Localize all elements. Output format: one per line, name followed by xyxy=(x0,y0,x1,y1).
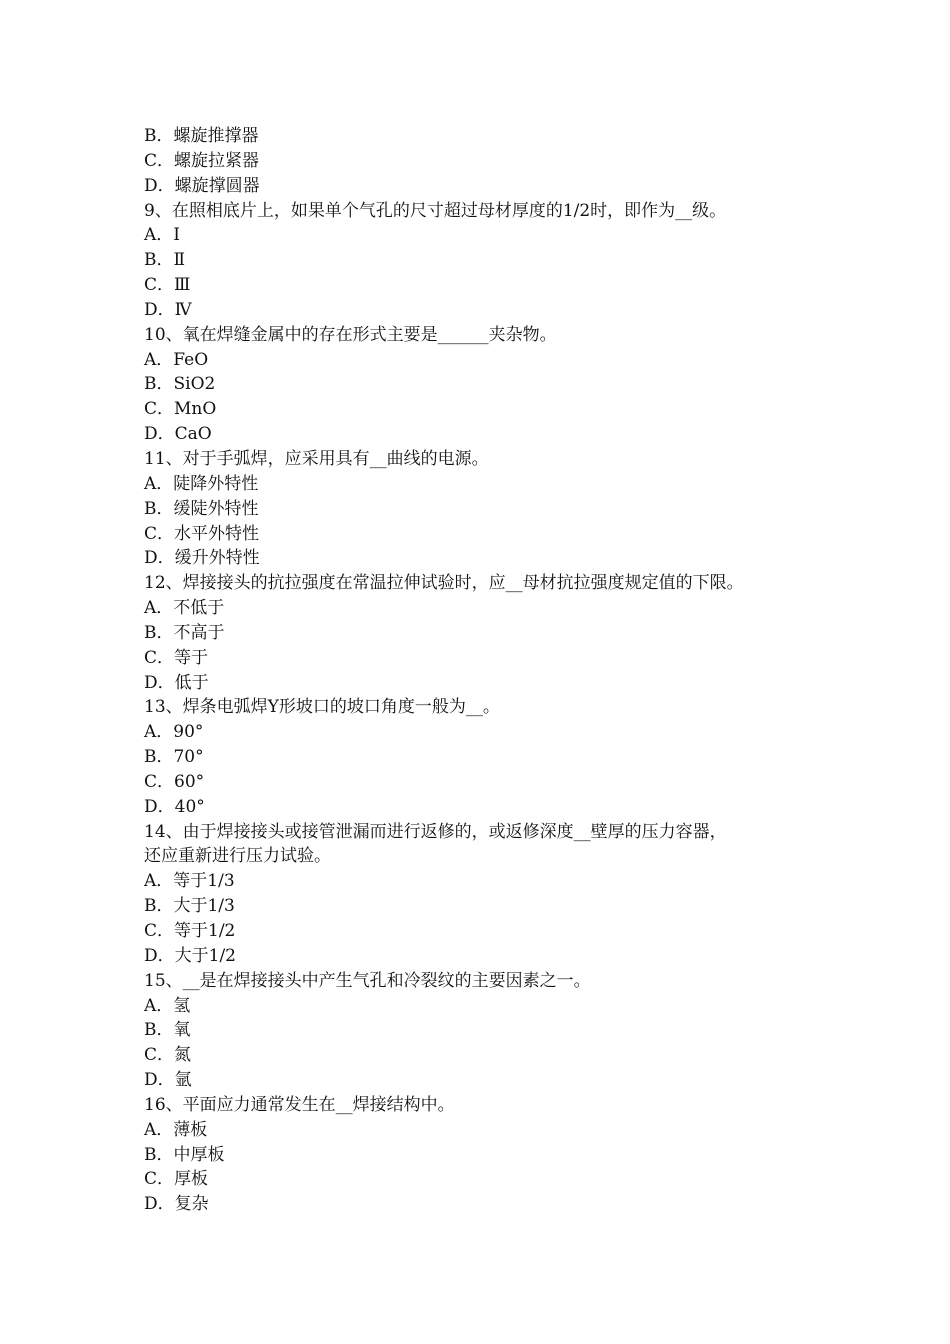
option-line: D．低于 xyxy=(144,672,209,693)
question-text: 11、对于手弧焊，应采用具有__曲线的电源。 xyxy=(144,448,489,469)
question-text: 15、__是在焊接接头中产生气孔和冷裂纹的主要因素之一。 xyxy=(144,970,591,991)
option-line: A．FeO xyxy=(144,349,209,370)
question-text: 13、焊条电弧焊Y形坡口的坡口角度一般为__。 xyxy=(144,697,500,718)
option-line: D．螺旋撑圆器 xyxy=(144,175,260,196)
option-line: C．螺旋拉紧器 xyxy=(144,150,260,171)
question-text: 12、焊接接头的抗拉强度在常温拉伸试验时，应__母材抗拉强度规定值的下限。 xyxy=(144,573,744,594)
option-line: D．复杂 xyxy=(144,1194,209,1215)
question-text-continued: 还应重新进行压力试验。 xyxy=(144,846,331,867)
option-line: D．Ⅳ xyxy=(144,299,192,320)
option-line: C．等于1/2 xyxy=(144,921,236,941)
option-line: C．60° xyxy=(144,771,205,792)
option-line: B．不高于 xyxy=(144,622,225,643)
option-line: A．陡降外特性 xyxy=(144,473,259,494)
option-line: A．等于1/3 xyxy=(144,871,235,892)
option-line: C．Ⅲ xyxy=(144,275,191,296)
question-text: 14、由于焊接接头或接管泄漏而进行返修的，或返修深度__壁厚的压力容器， xyxy=(144,821,727,842)
option-line: B．氧 xyxy=(144,1020,191,1041)
option-line: C．MnO xyxy=(144,399,217,420)
exam-content xyxy=(144,124,824,1217)
option-line: D．CaO xyxy=(144,424,212,445)
option-line: B．SiO2 xyxy=(144,374,216,395)
option-line: B．大于1/3 xyxy=(144,896,235,917)
option-line: A．氢 xyxy=(144,995,191,1016)
option-line: D．40° xyxy=(144,796,205,817)
option-line: C．水平外特性 xyxy=(144,523,260,544)
option-line: A．不低于 xyxy=(144,598,225,619)
option-line: A．90° xyxy=(144,722,204,743)
question-text: 10、氧在焊缝金属中的存在形式主要是______夹杂物。 xyxy=(144,324,557,345)
option-line: B．70° xyxy=(144,747,204,768)
option-line: B．中厚板 xyxy=(144,1144,225,1165)
option-line: B．螺旋推撑器 xyxy=(144,126,259,146)
option-line: D．氩 xyxy=(144,1070,192,1091)
option-line: D．大于1/2 xyxy=(144,945,236,966)
option-line: A．薄板 xyxy=(144,1119,208,1140)
question-text: 9、在照相底片上，如果单个气孔的尺寸超过母材厚度的1/2时，即作为__级。 xyxy=(144,200,727,221)
option-line: B．Ⅱ xyxy=(144,250,186,271)
option-line: C．厚板 xyxy=(144,1169,209,1190)
option-line: B．缓陡外特性 xyxy=(144,498,259,519)
option-line: D．缓升外特性 xyxy=(144,548,260,569)
option-line: A．Ⅰ xyxy=(144,225,180,246)
option-line: C．氮 xyxy=(144,1045,192,1066)
option-line: C．等于 xyxy=(144,647,209,668)
question-text: 16、平面应力通常发生在__焊接结构中。 xyxy=(144,1094,455,1115)
